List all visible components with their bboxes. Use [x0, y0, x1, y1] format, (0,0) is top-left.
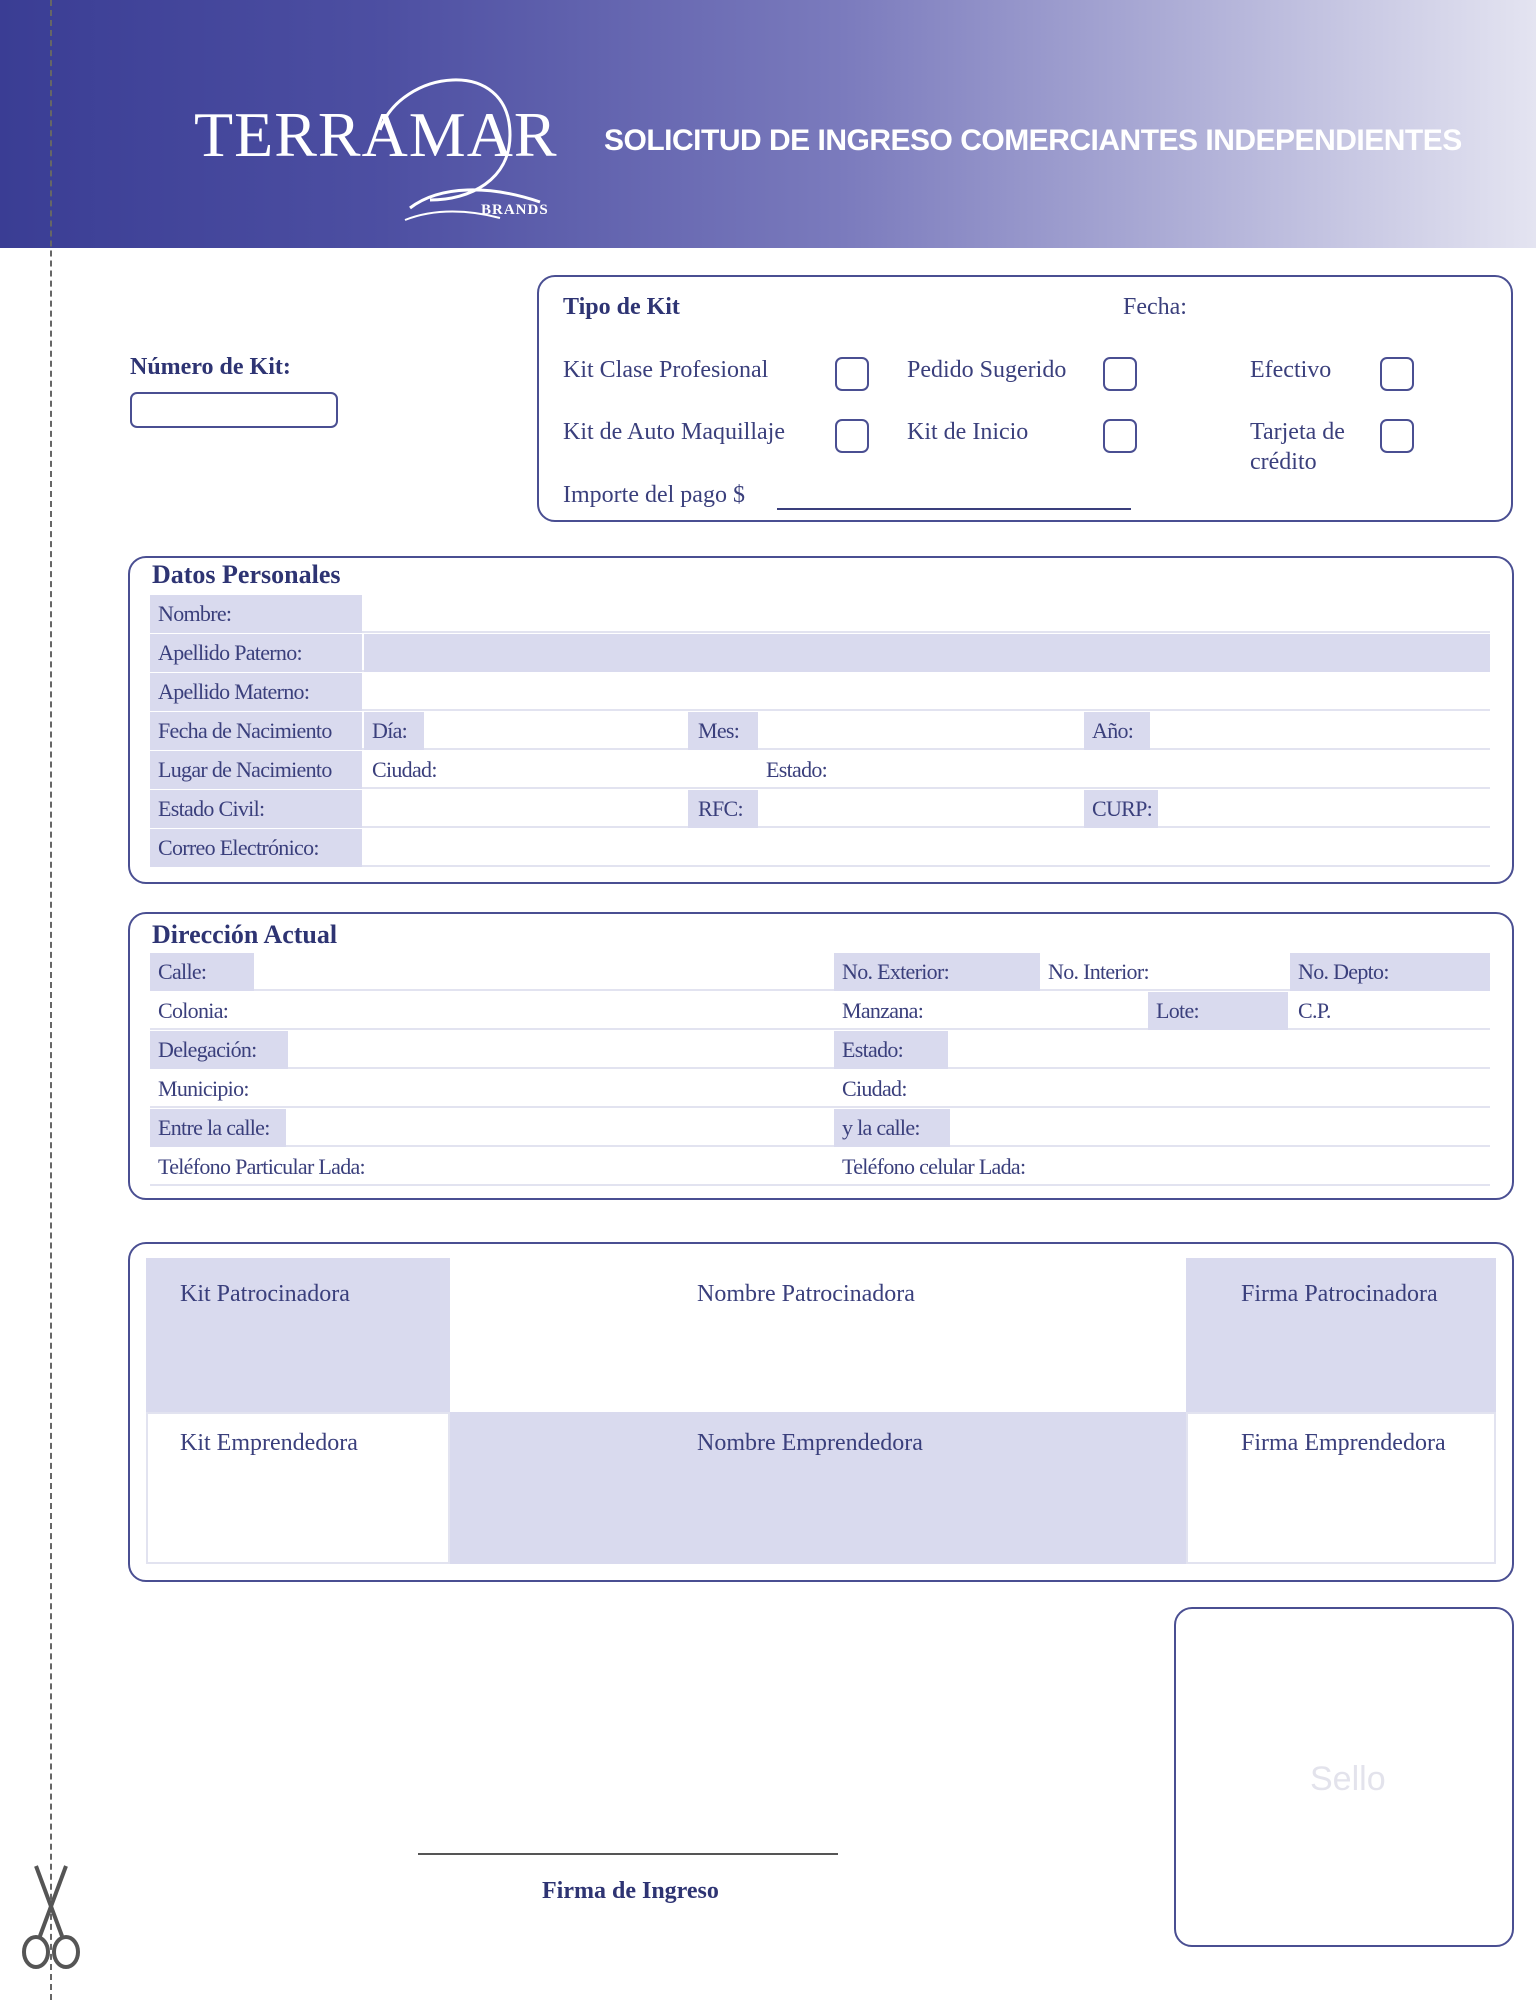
estado-dir-field[interactable]	[950, 1031, 1490, 1069]
checkbox-efectivo[interactable]	[1380, 357, 1414, 391]
telefono-particular-label: Teléfono Particular Lada:	[158, 1154, 365, 1179]
option-efectivo: Efectivo	[1250, 357, 1332, 383]
personal-data-title: Datos Personales	[152, 560, 341, 589]
fecha-nacimiento-label: Fecha de Nacimiento	[150, 712, 362, 750]
nombre-field[interactable]	[364, 595, 1490, 633]
telefono-celular-label: Teléfono celular Lada:	[842, 1154, 1026, 1179]
row-nombre	[150, 595, 1490, 633]
nombre-patrocinadora-label: Nombre Patrocinadora	[697, 1281, 915, 1307]
colonia-label: Colonia:	[158, 998, 229, 1023]
form-title: SOLICITUD DE INGRESO COMERCIANTES INDEPENDIENTES	[604, 124, 1462, 157]
delegacion-field[interactable]	[290, 1031, 832, 1069]
option-tarjeta-credito-line1: Tarjeta de	[1250, 419, 1345, 445]
row-apellido-paterno	[150, 634, 1490, 672]
estado-dir-label: Estado:	[834, 1031, 948, 1069]
estado-civil-field[interactable]	[364, 790, 686, 828]
cut-line	[50, 0, 52, 2000]
row-entre-calles	[150, 1109, 1490, 1147]
firma-patrocinadora-label: Firma Patrocinadora	[1241, 1281, 1438, 1307]
header-banner	[0, 0, 1536, 248]
row-calle	[150, 953, 1490, 991]
curp-label: CURP:	[1084, 790, 1158, 828]
rfc-label: RFC:	[688, 790, 758, 828]
apellido-paterno-label: Apellido Paterno:	[150, 634, 362, 672]
scissors-icon	[18, 1860, 84, 1970]
curp-field[interactable]	[1160, 790, 1490, 828]
anio-label: Año:	[1084, 712, 1150, 750]
cp-label: C.P.	[1298, 998, 1331, 1023]
no-depto-label: No. Depto:	[1290, 953, 1490, 991]
nombre-label: Nombre:	[150, 595, 362, 633]
mes-field[interactable]	[760, 712, 1090, 750]
row-lugar-nacimiento	[150, 751, 1490, 789]
brand-logo: TERRAMAR	[194, 99, 558, 170]
y-la-calle-label: y la calle:	[834, 1109, 950, 1147]
kit-patrocinadora-label: Kit Patrocinadora	[180, 1281, 350, 1307]
signature-label: Firma de Ingreso	[542, 1878, 719, 1904]
lote-label: Lote:	[1148, 992, 1288, 1030]
address-title: Dirección Actual	[152, 920, 338, 949]
lugar-nacimiento-label: Lugar de Nacimiento	[150, 751, 362, 789]
row-correo	[150, 829, 1490, 867]
entre-calle-label: Entre la calle:	[150, 1109, 286, 1147]
checkbox-kit-de-inicio[interactable]	[1103, 419, 1137, 453]
entre-calle-field[interactable]	[288, 1109, 832, 1147]
estado-nac-label: Estado:	[766, 757, 828, 782]
row-colonia	[150, 992, 1490, 1030]
payment-amount-label: Importe del pago $	[563, 482, 745, 508]
no-exterior-label: No. Exterior:	[834, 953, 1040, 991]
ciudad-nac-label: Ciudad:	[372, 757, 437, 782]
no-interior-label: No. Interior:	[1048, 959, 1149, 984]
calle-label: Calle:	[150, 953, 254, 991]
anio-field[interactable]	[1152, 712, 1490, 750]
row-estado-civil	[150, 790, 1490, 828]
payment-amount-line[interactable]	[777, 508, 1131, 510]
row-telefonos	[150, 1148, 1490, 1186]
option-kit-clase-profesional: Kit Clase Profesional	[563, 357, 769, 383]
kit-type-title: Tipo de Kit	[563, 294, 680, 320]
row-fecha-nacimiento	[150, 712, 1490, 750]
checkbox-pedido-sugerido[interactable]	[1103, 357, 1137, 391]
manzana-label: Manzana:	[842, 998, 924, 1023]
mes-label: Mes:	[688, 712, 758, 750]
nombre-emprendedora-label: Nombre Emprendedora	[697, 1430, 923, 1456]
seal-label: Sello	[1310, 1760, 1386, 1798]
apellido-paterno-field[interactable]	[364, 634, 1490, 672]
ciudad-dir-label: Ciudad:	[842, 1076, 907, 1101]
option-kit-auto-maquillaje: Kit de Auto Maquillaje	[563, 419, 785, 445]
option-pedido-sugerido: Pedido Sugerido	[907, 357, 1067, 383]
kit-emprendedora-label: Kit Emprendedora	[180, 1430, 358, 1456]
checkbox-kit-auto-maquillaje[interactable]	[835, 419, 869, 453]
checkbox-tarjeta-credito[interactable]	[1380, 419, 1414, 453]
correo-field[interactable]	[364, 829, 1490, 867]
apellido-materno-label: Apellido Materno:	[150, 673, 362, 711]
kit-type-box	[537, 275, 1513, 522]
checkbox-kit-clase-profesional[interactable]	[835, 357, 869, 391]
row-municipio	[150, 1070, 1490, 1108]
signature-line[interactable]	[418, 1853, 838, 1855]
row-apellido-materno	[150, 673, 1490, 711]
calle-field[interactable]	[256, 953, 832, 991]
delegacion-label: Delegación:	[150, 1031, 288, 1069]
kit-number-input[interactable]	[130, 392, 338, 428]
apellido-materno-field[interactable]	[364, 673, 1490, 711]
brand-sub: BRANDS	[481, 202, 549, 218]
option-kit-de-inicio: Kit de Inicio	[907, 419, 1029, 445]
estado-civil-label: Estado Civil:	[150, 790, 362, 828]
dia-label: Día:	[364, 712, 424, 750]
firma-emprendedora-label: Firma Emprendedora	[1241, 1430, 1446, 1456]
option-tarjeta-credito-line2: crédito	[1250, 449, 1317, 475]
correo-label: Correo Electrónico:	[150, 829, 362, 867]
y-la-calle-field[interactable]	[952, 1109, 1490, 1147]
municipio-label: Municipio:	[158, 1076, 249, 1101]
kit-number-label: Número de Kit:	[130, 354, 291, 380]
rfc-field[interactable]	[760, 790, 1082, 828]
date-label: Fecha:	[1123, 294, 1187, 320]
row-delegacion	[150, 1031, 1490, 1069]
